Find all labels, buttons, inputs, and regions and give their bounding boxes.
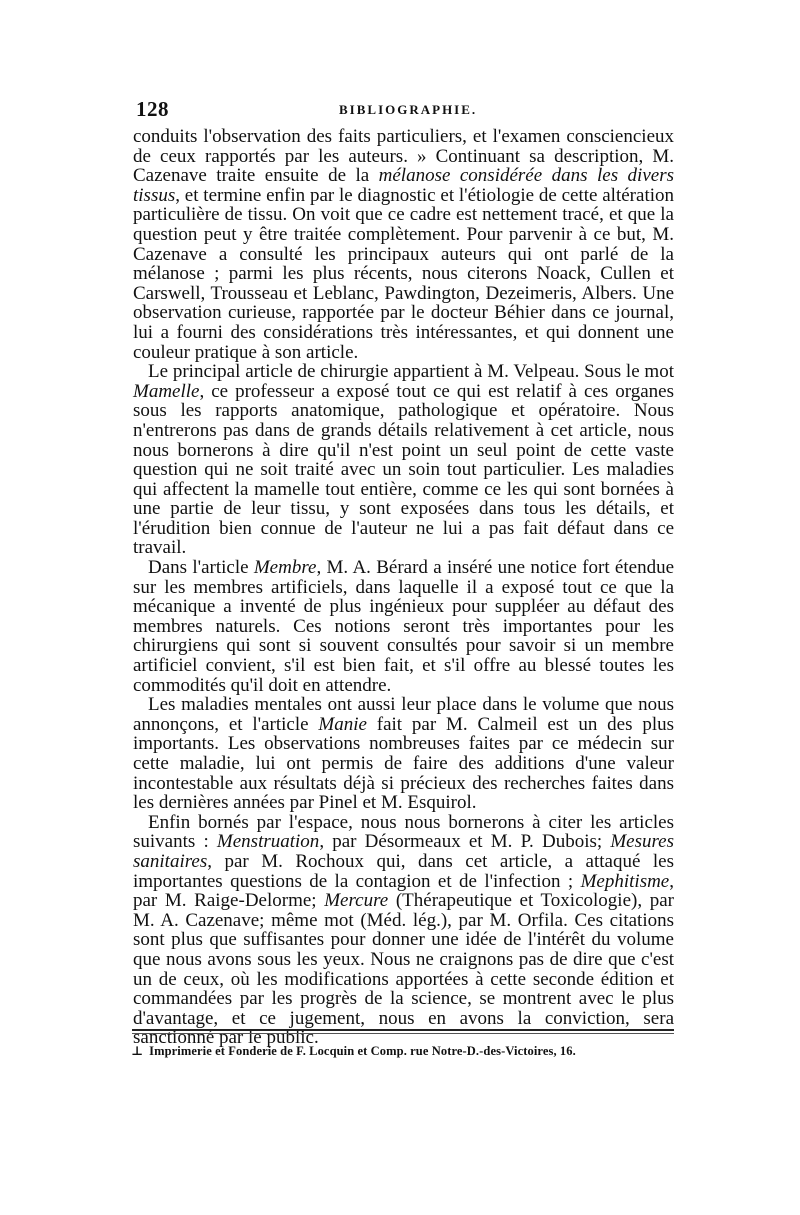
text-run: Les maladies mentales ont aussi leur place dans le volume que nous annonçons, et l'article [133,694,674,735]
paragraph [133,362,674,558]
italic-term: Mephitisme [580,870,670,892]
text-run: Dans l'article [148,557,254,579]
running-head [136,97,669,121]
running-title: BIBLIOGRAPHIE. [339,102,478,117]
italic-term: mélanose considérée dans les divers tissus [133,165,674,206]
italic-term: Mamelle [133,380,200,402]
text-run: , par M. Raige-Delorme; [133,870,674,912]
printer-mark: ⊥ [131,1044,144,1058]
italic-term: Menstruation [216,831,320,853]
italic-term: Mesures sanitaires [133,831,674,872]
italic-term: Manie [318,713,367,735]
text-run: , et termine enfin par le diagnostic et l'étiologie de cette altération particulière de tissu. On voit que ce cadre est nettement tracé, et que la question peut y être traitée complètement. Pour parvenir à ce but, M. Cazenave a consulté les principaux auteurs qui ont parlé de la mélanose ; parmi les plus récents, nous citerons Noack, Cullen et Carswell, Trousseau et Leblanc, Pawdington, Dezeimeris, Albers. Une observation curieuse, rapportée par le docteur Béhier dans ce journal, lui a fourni des considérations très intéressantes, et qui donnent une couleur pratique à son article. [133,184,674,363]
printer-imprint [131,1043,676,1059]
text-run: , par M. Rochoux qui, dans cet article, a attaqué les importantes questions de la contagion et de l'infection ; [133,850,674,892]
paragraph [133,813,674,1048]
footer-rule-thin [132,1033,674,1034]
text-run: Le principal article de chirurgie appartient à M. Velpeau. Sous le mot [148,361,674,383]
paragraph [133,127,674,362]
italic-term: Membre [253,557,317,579]
text-run: fait par M. Calmeil est un des plus importants. Les observations nombreuses faites par ce médecin sur cette maladie, lui ont permis de faire des additions d'une valeur incontestable aux résultats déjà si précieux des recherches faites dans les dernières années par Pinel et M. Esquirol. [133,713,675,814]
text-run: , M. A. Bérard a inséré une notice fort étendue sur les membres artificiels, dans laquelle il a exposé tout ce que la mécanique a inventé de plus ingénieux pour suppléer au défaut des membres naturels. Ces notions seront très importantes pour les chirurgiens qui sont si souvent consultés pour savoir si un membre artificiel convient, s'il est bien fait, et s'il offre au blessé toutes les commodités qu'il doit en attendre. [133,557,674,696]
text-run: Enfin bornés par l'espace, nous nous bornerons à citer les articles suivants : [133,811,674,853]
body-text [133,127,674,1048]
italic-term: Mercure [324,890,389,912]
text-run: conduits l'observation des faits particuliers, et l'examen consciencieux de ceux rapportés par les auteurs. » Continuant sa description, M. Cazenave traite ensuite de la [133,126,674,187]
footer-rule [132,1029,674,1031]
text-run: (Thérapeutique et Toxicologie), par M. A. Cazenave; même mot (Méd. lég.), par M. Orfila. Ces citations sont plus que suffisantes pour donner une idée de l'intérêt du volume que nous avons sous les yeux. Nous ne craignons pas de dire que c'est un de ceux, où les modifications apportées à cette seconde édition et commandées par les progrès de la science, se montrent avec le plus d'avantage, et ce jugement, nous en avons la conviction, sera sanctionné par le public. [133,890,674,1049]
paragraph [133,558,674,695]
page-number: 128 [136,97,169,121]
text-run: , ce professeur a exposé tout ce qui est relatif à ces organes sous les rapports anatomique, pathologique et opératoire. Nous n'entrerons pas dans de grands détails relativement à cet article, nous nous bornerons à dire qu'il n'est point un seul point de cette vaste question qui ne soit traité avec un soin tout particulier. Les maladies qui affectent la mamelle tout entière, comme ce les qui sont bornées à une partie de leur tissu, y sont exposées dans tous les détails, et l'érudition bien connue de l'auteur ne lui a pas fait défaut dans ce travail. [133,380,674,559]
paragraph [133,695,674,813]
printer-imprint-text: Imprimerie et Fonderie de F. Locquin et Comp. rue Notre-D.-des-Victoires, 16. [149,1044,576,1058]
text-run: , par Désormeaux et M. P. Dubois; [319,831,611,853]
